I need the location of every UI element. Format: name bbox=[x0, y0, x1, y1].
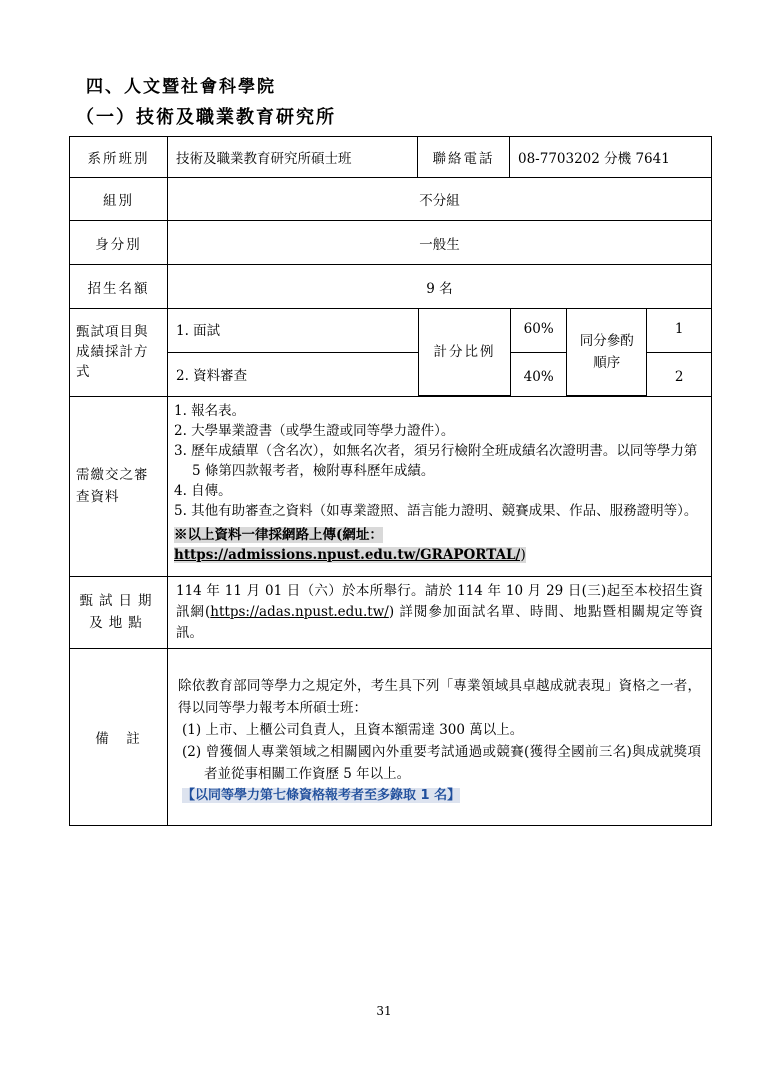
remark-list bbox=[178, 719, 701, 785]
exam-label: 甄試項目與成績採計方式 bbox=[70, 309, 168, 397]
remark-emphasis-text: 【以同等學力第七條資格報考者至多錄取 1 名】 bbox=[182, 787, 461, 803]
department-heading: （一）技術及職業教育研究所 bbox=[76, 107, 336, 128]
group-value: 不分組 bbox=[168, 178, 712, 221]
quota-value: 9 名 bbox=[168, 265, 712, 309]
date-cell bbox=[168, 576, 712, 648]
remark-emphasis bbox=[178, 785, 701, 807]
docs-label: 需繳交之審查資料 bbox=[70, 396, 168, 576]
quota-label: 招生名額 bbox=[70, 265, 168, 309]
doc-item: 1. 報名表。 bbox=[174, 402, 246, 419]
exam-items-table bbox=[168, 309, 711, 396]
date-row bbox=[70, 576, 712, 648]
exam-item-order: 2 bbox=[647, 352, 711, 395]
date-text-1: 114 年 11 月 01 日（六）於本所舉行。請於 114 年 10 月 29 日(三)起至本校招生資訊網( bbox=[176, 582, 703, 620]
exam-item-percent: 60% bbox=[511, 309, 567, 352]
contact-label: 聯絡電話 bbox=[418, 137, 510, 178]
remark-intro: 除依教育部同等學力之規定外，考生具下列「專業領域具卓越成就表現」資格之一者，得以同等學力報考本所碩士班： bbox=[178, 677, 701, 716]
date-text-2: ) 詳閱參加面試名單、時間、地點暨相關規定等資訊。 bbox=[176, 603, 703, 641]
remark-cell bbox=[168, 648, 712, 825]
docs-list bbox=[168, 397, 711, 525]
remark-item: (2) 曾獲個人專業領域之相關國內外重要考試通過或競賽(獲得全國前三名)與成就獎項者並從事相關工作資歷 5 年以上。 bbox=[182, 743, 701, 782]
exam-item-name: 1. 面試 bbox=[168, 309, 418, 352]
page-number: 31 bbox=[376, 1004, 392, 1018]
tie-order-label: 同分參酌順序 bbox=[567, 309, 647, 395]
group-row bbox=[70, 178, 712, 221]
upload-note-text: ※以上資料一律採網路上傳(網址： bbox=[174, 526, 383, 543]
contact-value: 08-7703202 分機 7641 bbox=[510, 137, 712, 178]
admission-table bbox=[69, 136, 712, 826]
exam-item-order: 1 bbox=[647, 309, 711, 352]
identity-value: 一般生 bbox=[168, 221, 712, 265]
date-url-link[interactable]: https://adas.npust.edu.tw/ bbox=[210, 603, 389, 620]
score-ratio-label: 計分比例 bbox=[418, 309, 510, 395]
doc-item: 4. 自傳。 bbox=[174, 482, 232, 499]
remark-label: 備 註 bbox=[70, 648, 168, 825]
remark-item: (1) 上市、上櫃公司負責人，且資本額需達 300 萬以上。 bbox=[182, 721, 524, 738]
identity-label: 身分別 bbox=[70, 221, 168, 265]
docs-cell bbox=[168, 396, 712, 576]
group-label: 組別 bbox=[70, 178, 168, 221]
doc-item: 2. 大學畢業證書（或學生證或同等學力證件）。 bbox=[174, 422, 455, 439]
date-label: 甄試日期及地點 bbox=[70, 576, 168, 648]
docs-row bbox=[70, 396, 712, 576]
exam-row bbox=[70, 309, 712, 397]
dept-row bbox=[70, 137, 712, 178]
dept-label: 系所班別 bbox=[70, 137, 168, 178]
upload-url-link[interactable]: https://admissions.npust.edu.tw/GRAPORTAL/ bbox=[174, 546, 521, 563]
exam-cell bbox=[168, 309, 712, 397]
identity-row bbox=[70, 221, 712, 265]
upload-note bbox=[168, 525, 711, 567]
remark-row bbox=[70, 648, 712, 825]
remark-box bbox=[168, 649, 711, 815]
dept-value: 技術及職業教育研究所碩士班 bbox=[168, 137, 418, 178]
college-heading: 四、人文暨社會科學院 bbox=[86, 77, 276, 97]
doc-item: 5. 其他有助審查之資料（如專業證照、語言能力證明、競賽成果、作品、服務證明等）。 bbox=[174, 502, 698, 519]
exam-item-percent: 40% bbox=[511, 352, 567, 395]
doc-item: 3. 歷年成績單（含名次），如無名次者，須另行檢附全班成績名次證明書。以同等學力第 5 條第四款報考者，檢附專科歷年成績。 bbox=[174, 442, 698, 479]
exam-item-name: 2. 資料審查 bbox=[168, 352, 418, 395]
quota-row bbox=[70, 265, 712, 309]
upload-close: ) bbox=[520, 546, 526, 563]
